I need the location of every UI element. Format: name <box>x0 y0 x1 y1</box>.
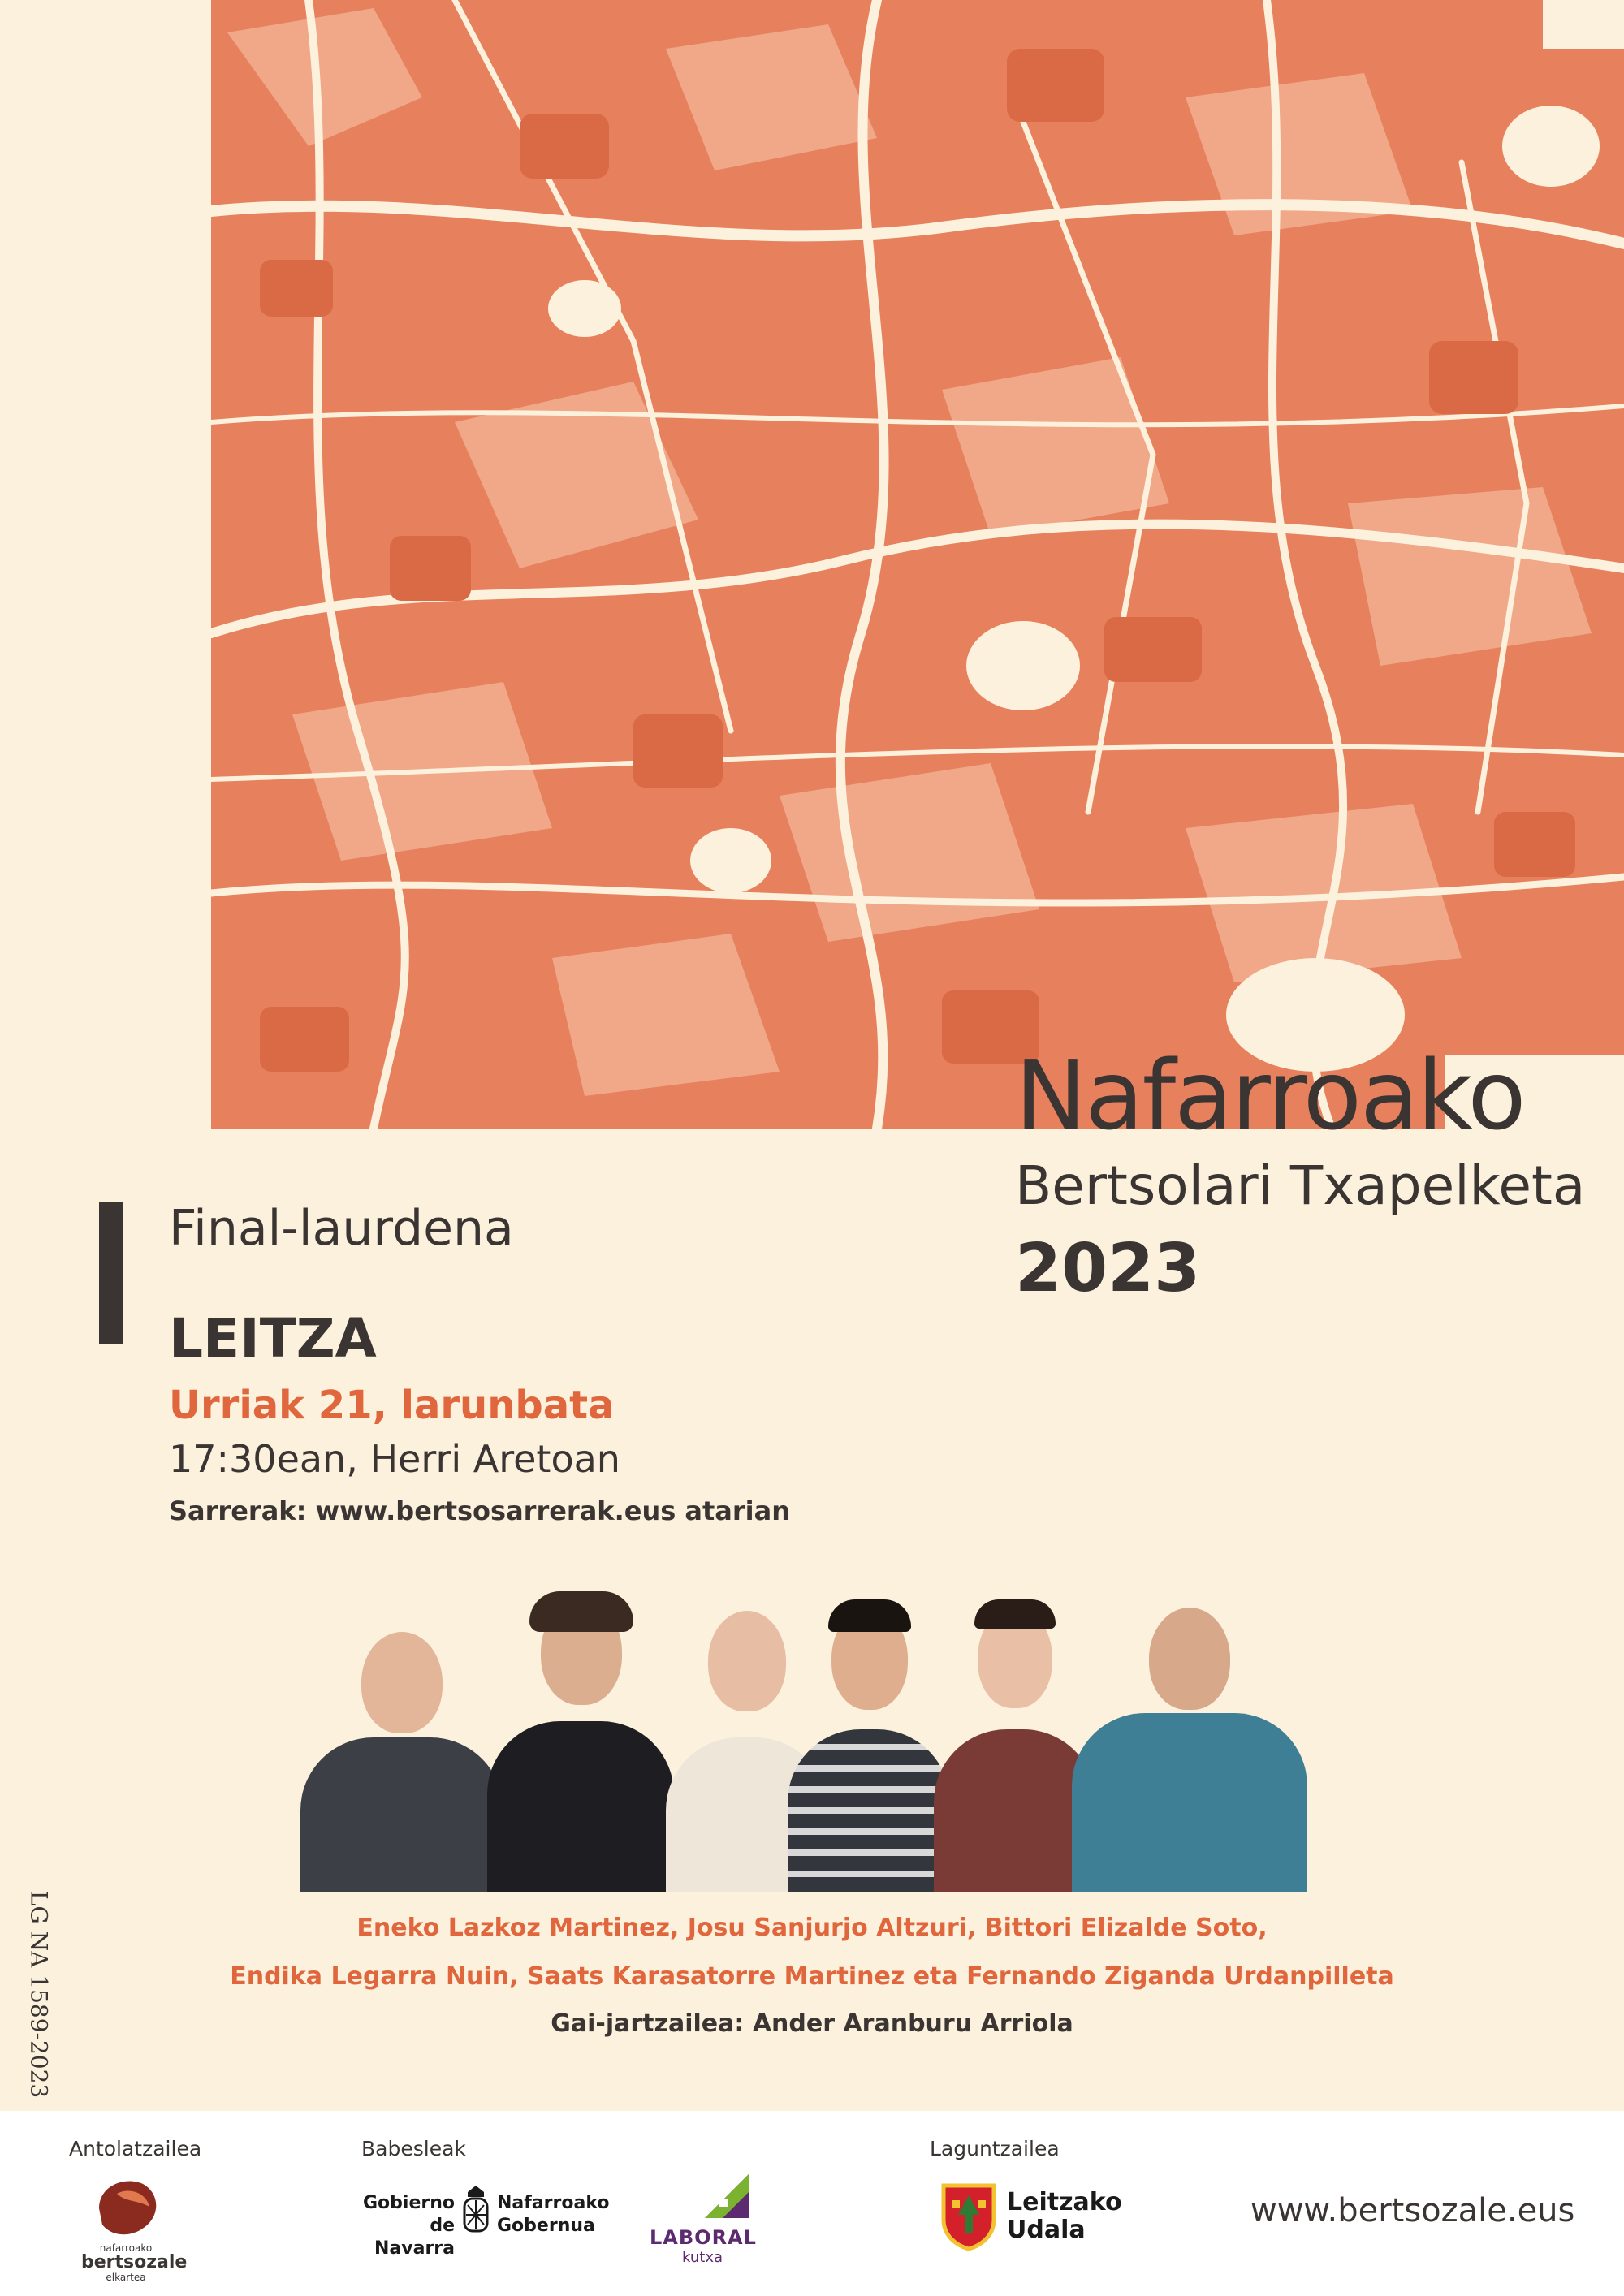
map-pattern <box>211 0 1624 1129</box>
organizer-label: Antolatzailea <box>69 2137 202 2160</box>
bertsozale-line-2: bertsozale <box>81 2252 188 2272</box>
event-date: Urriak 21, larunbata <box>169 1383 615 1428</box>
gobierno-right-1: Nafarroako <box>497 2193 610 2213</box>
city-label: LEITZA <box>169 1307 377 1370</box>
bertsozale-line-1: nafarroako <box>99 2242 153 2254</box>
navarra-crest-icon <box>461 2186 490 2242</box>
title-block <box>1015 1039 1600 1307</box>
sponsors-label: Babesleak <box>361 2137 466 2160</box>
bertsozale-logo <box>81 2176 188 2283</box>
aerial-map-artwork <box>211 0 1624 1129</box>
footer <box>0 2111 1624 2296</box>
website-link[interactable]: www.bertsozale.eus <box>1250 2192 1575 2229</box>
laboral-line-1: LABORAL <box>650 2226 757 2249</box>
laboral-kutxa-mark-icon <box>705 2174 749 2218</box>
stage-label: Final-laurdena <box>169 1200 514 1257</box>
accent-bar <box>99 1202 123 1344</box>
title-main: Nafarroako <box>1015 1039 1525 1151</box>
participants-photo <box>300 1591 1307 1892</box>
participants-list <box>0 1904 1624 2001</box>
leitzako-udala-logo <box>940 2182 1122 2255</box>
collaborator-label: Laguntzailea <box>930 2137 1060 2160</box>
title-sub: Bertsolari Txapelketa <box>1015 1154 1586 1217</box>
bertsozale-line-3: elkartea <box>106 2272 146 2283</box>
host-label: Gai-jartzailea: Ander Aranburu Arriola <box>551 2009 1073 2038</box>
laboral-kutxa-logo <box>650 2174 755 2264</box>
title-year: 2023 <box>1015 1230 1201 1307</box>
laboral-line-2: kutxa <box>681 2249 723 2266</box>
tickets-info: Sarrerak: www.bertsosarrerak.eus atarian <box>169 1495 791 1526</box>
participant-portrait <box>1072 1599 1307 1892</box>
gobierno-right-2: Gobernua <box>497 2216 595 2236</box>
legal-deposit <box>15 1884 63 2111</box>
legal-deposit-text: LG NA 1589-2023 <box>25 1890 53 2099</box>
bertsozale-mark-icon <box>93 2176 161 2241</box>
participant-portrait <box>487 1591 674 1892</box>
gobierno-navarra-logo <box>357 2186 610 2259</box>
leitza-line-1: Leitzako <box>1007 2188 1122 2216</box>
participants-line-2: Endika Legarra Nuin, Saats Karasatorre Martinez eta Fernando Ziganda Urdanpilleta <box>230 1962 1394 1991</box>
participant-portrait <box>300 1624 503 1892</box>
gobierno-left-2: de Navarra <box>374 2216 455 2259</box>
gobierno-left-1: Gobierno <box>362 2193 455 2213</box>
leitza-line-2: Udala <box>1007 2216 1086 2244</box>
participants-line-1: Eneko Lazkoz Martinez, Josu Sanjurjo Altzuri, Bittori Elizalde Soto, <box>356 1914 1268 1942</box>
leitza-shield-icon <box>940 2182 997 2251</box>
participant-portrait <box>788 1599 950 1892</box>
event-time: 17:30ean, Herri Aretoan <box>169 1437 620 1481</box>
